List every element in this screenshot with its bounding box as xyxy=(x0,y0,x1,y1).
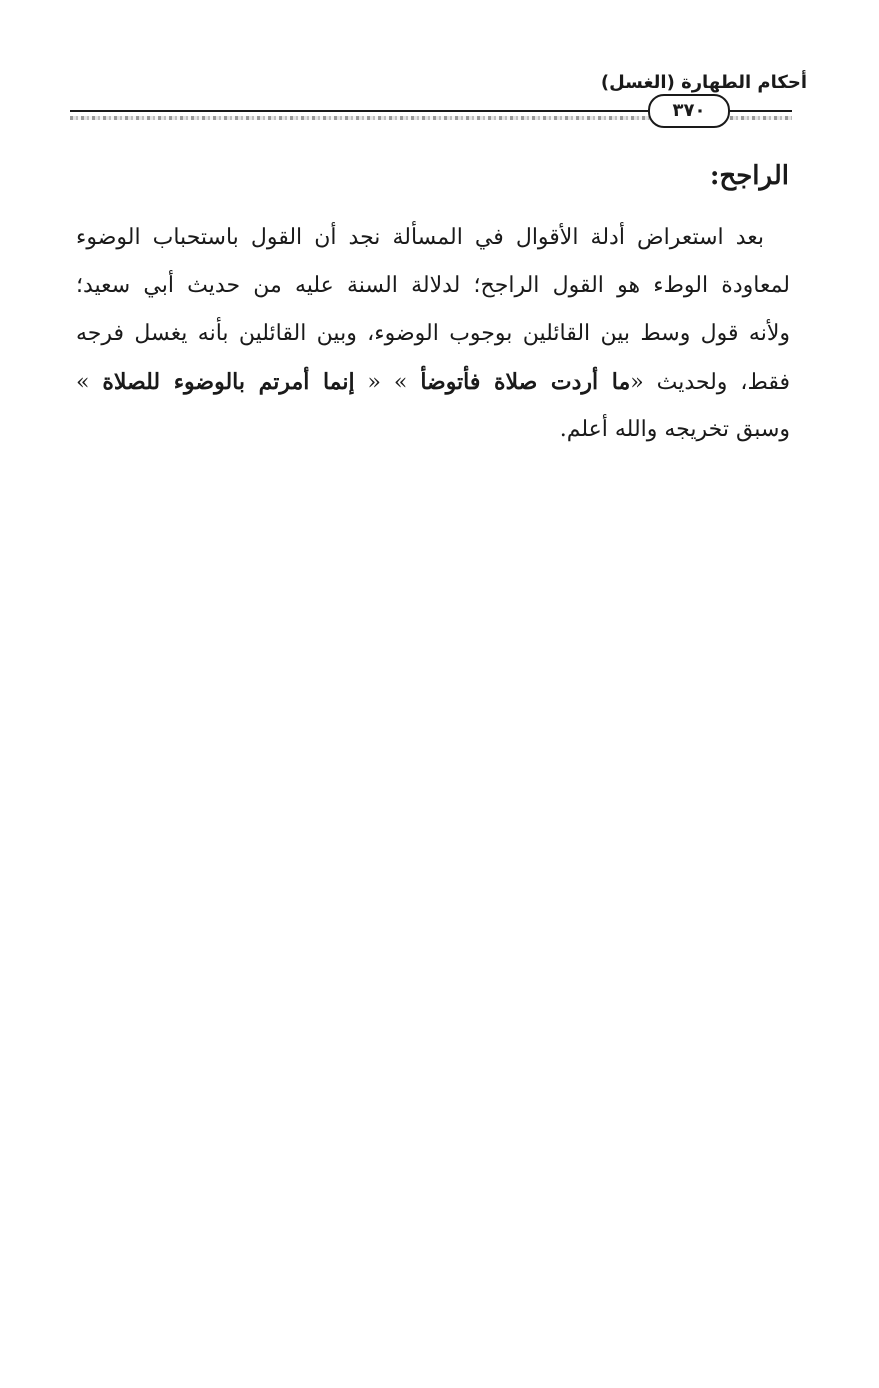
paragraph-line: بعد استعراض أدلة الأقوال في المسألة نجد أن القول باستحباب الوضوء xyxy=(76,225,764,250)
quote-mark: » xyxy=(76,370,90,395)
section-heading: الراجح: xyxy=(709,161,789,191)
running-title: أحكام الطهارة (الغسل) xyxy=(600,72,807,93)
hadith-quote: ما أردت صلاة فأتوضأ xyxy=(420,369,631,395)
paragraph-line: وسبق تخريجه والله أعلم. xyxy=(559,417,790,442)
body-paragraph xyxy=(76,214,790,454)
paragraph-line: لمعاودة الوطء هو القول الراجح؛ لدلالة السنة عليه من حديث أبي سعيد؛ xyxy=(76,273,790,298)
line-prefix: فقط، ولحديث « xyxy=(630,370,790,395)
paragraph-line: ولأنه قول وسط بين القائلين بوجوب الوضوء، وبين القائلين بأنه يغسل فرجه xyxy=(76,321,790,346)
hadith-quote: إنما أمرتم بالوضوء للصلاة xyxy=(102,369,355,395)
page-number: ٣٧٠ xyxy=(648,94,730,128)
paragraph-line-with-hadith xyxy=(76,358,790,406)
quote-marks: » « xyxy=(367,370,408,395)
